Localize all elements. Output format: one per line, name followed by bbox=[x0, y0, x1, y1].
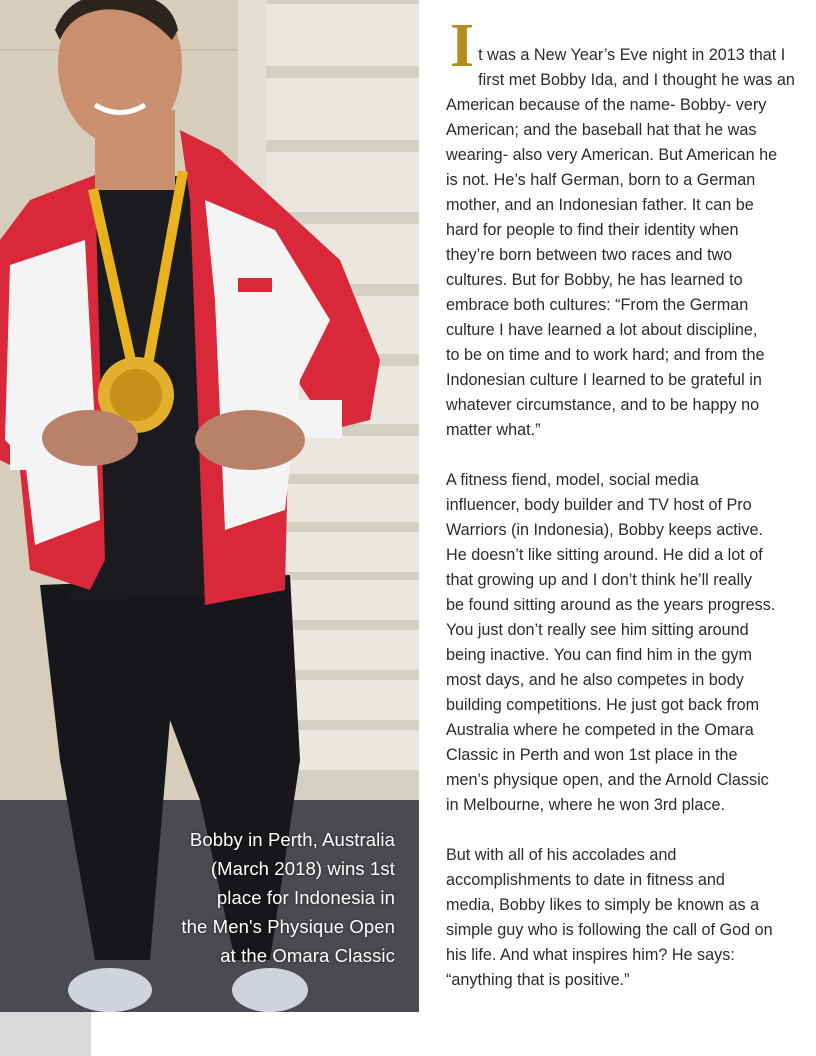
article-line: mother, and an Indonesian father. It can be bbox=[446, 196, 754, 214]
article-line: t was a New Year’s Eve night in 2013 that I bbox=[478, 46, 786, 64]
article-paragraph-3 bbox=[446, 843, 808, 993]
article-line: embrace both cultures: “From the German bbox=[446, 296, 749, 314]
article-line: hard for people to find their identity when bbox=[446, 221, 739, 239]
article-line: Warriors (in Indonesia), Bobby keeps active. bbox=[446, 521, 763, 539]
article-line: Classic in Perth and won 1st place in the bbox=[446, 746, 738, 764]
photo-caption bbox=[145, 825, 395, 970]
article-line: media, Bobby likes to simply be known as a bbox=[446, 896, 760, 914]
article-line: Indonesian culture I learned to be grateful in bbox=[446, 371, 762, 389]
article-line: is not. He’s half German, born to a German bbox=[446, 171, 756, 189]
article-line: building competitions. He just got back from bbox=[446, 696, 760, 714]
article-line: that growing up and I don’t think he’ll really bbox=[446, 571, 752, 589]
article-line: A fitness fiend, model, social media bbox=[446, 471, 699, 489]
article-line: wearing- also very American. But American he bbox=[446, 146, 778, 164]
caption-line: the Men's Physique Open bbox=[181, 916, 395, 937]
decorative-gray-block bbox=[0, 1012, 91, 1056]
article-line: his life. And what inspires him? He says: bbox=[446, 946, 735, 964]
article-line: Australia where he competed in the Omara bbox=[446, 721, 754, 739]
article-line: to be on time and to work hard; and from the bbox=[446, 346, 765, 364]
article-line: men’s physique open, and the Arnold Classic bbox=[446, 771, 769, 789]
article-line: cultures. But for Bobby, he has learned to bbox=[446, 271, 743, 289]
caption-line: (March 2018) wins 1st bbox=[210, 858, 395, 879]
article-line: they’re born between two races and two bbox=[446, 246, 733, 264]
drop-cap: I bbox=[450, 12, 475, 80]
article-paragraph-1 bbox=[446, 12, 808, 443]
article-line: whatever circumstance, and to be happy no bbox=[446, 396, 760, 414]
feature-photo bbox=[0, 0, 419, 1012]
article-body bbox=[446, 12, 808, 1018]
article-line: matter what.” bbox=[446, 421, 541, 439]
article-line: “anything that is positive.” bbox=[446, 971, 630, 989]
article-line: culture I have learned a lot about discipline, bbox=[446, 321, 758, 339]
caption-line: place for Indonesia in bbox=[216, 887, 395, 908]
article-line: most days, and he also competes in body bbox=[446, 671, 744, 689]
caption-line: Bobby in Perth, Australia bbox=[189, 829, 395, 850]
article-line: influencer, body builder and TV host of Pro bbox=[446, 496, 752, 514]
article-line: American because of the name- Bobby- very bbox=[446, 96, 767, 114]
article-line: in Melbourne, where he won 3rd place. bbox=[446, 796, 725, 814]
article-line: He doesn’t like sitting around. He did a lot of bbox=[446, 546, 763, 564]
article-line: accomplishments to date in fitness and bbox=[446, 871, 725, 889]
article-paragraph-2 bbox=[446, 468, 808, 818]
article-line: be found sitting around as the years progress. bbox=[446, 596, 776, 614]
article-line: American; and the baseball hat that he was bbox=[446, 121, 757, 139]
caption-line: at the Omara Classic bbox=[220, 945, 395, 966]
article-line: But with all of his accolades and bbox=[446, 846, 677, 864]
article-line: being inactive. You can find him in the gym bbox=[446, 646, 752, 664]
article-line: You just don’t really see him sitting around bbox=[446, 621, 749, 639]
article-line: simple guy who is following the call of God on bbox=[446, 921, 773, 939]
article-line: first met Bobby Ida, and I thought he was an bbox=[478, 71, 795, 89]
